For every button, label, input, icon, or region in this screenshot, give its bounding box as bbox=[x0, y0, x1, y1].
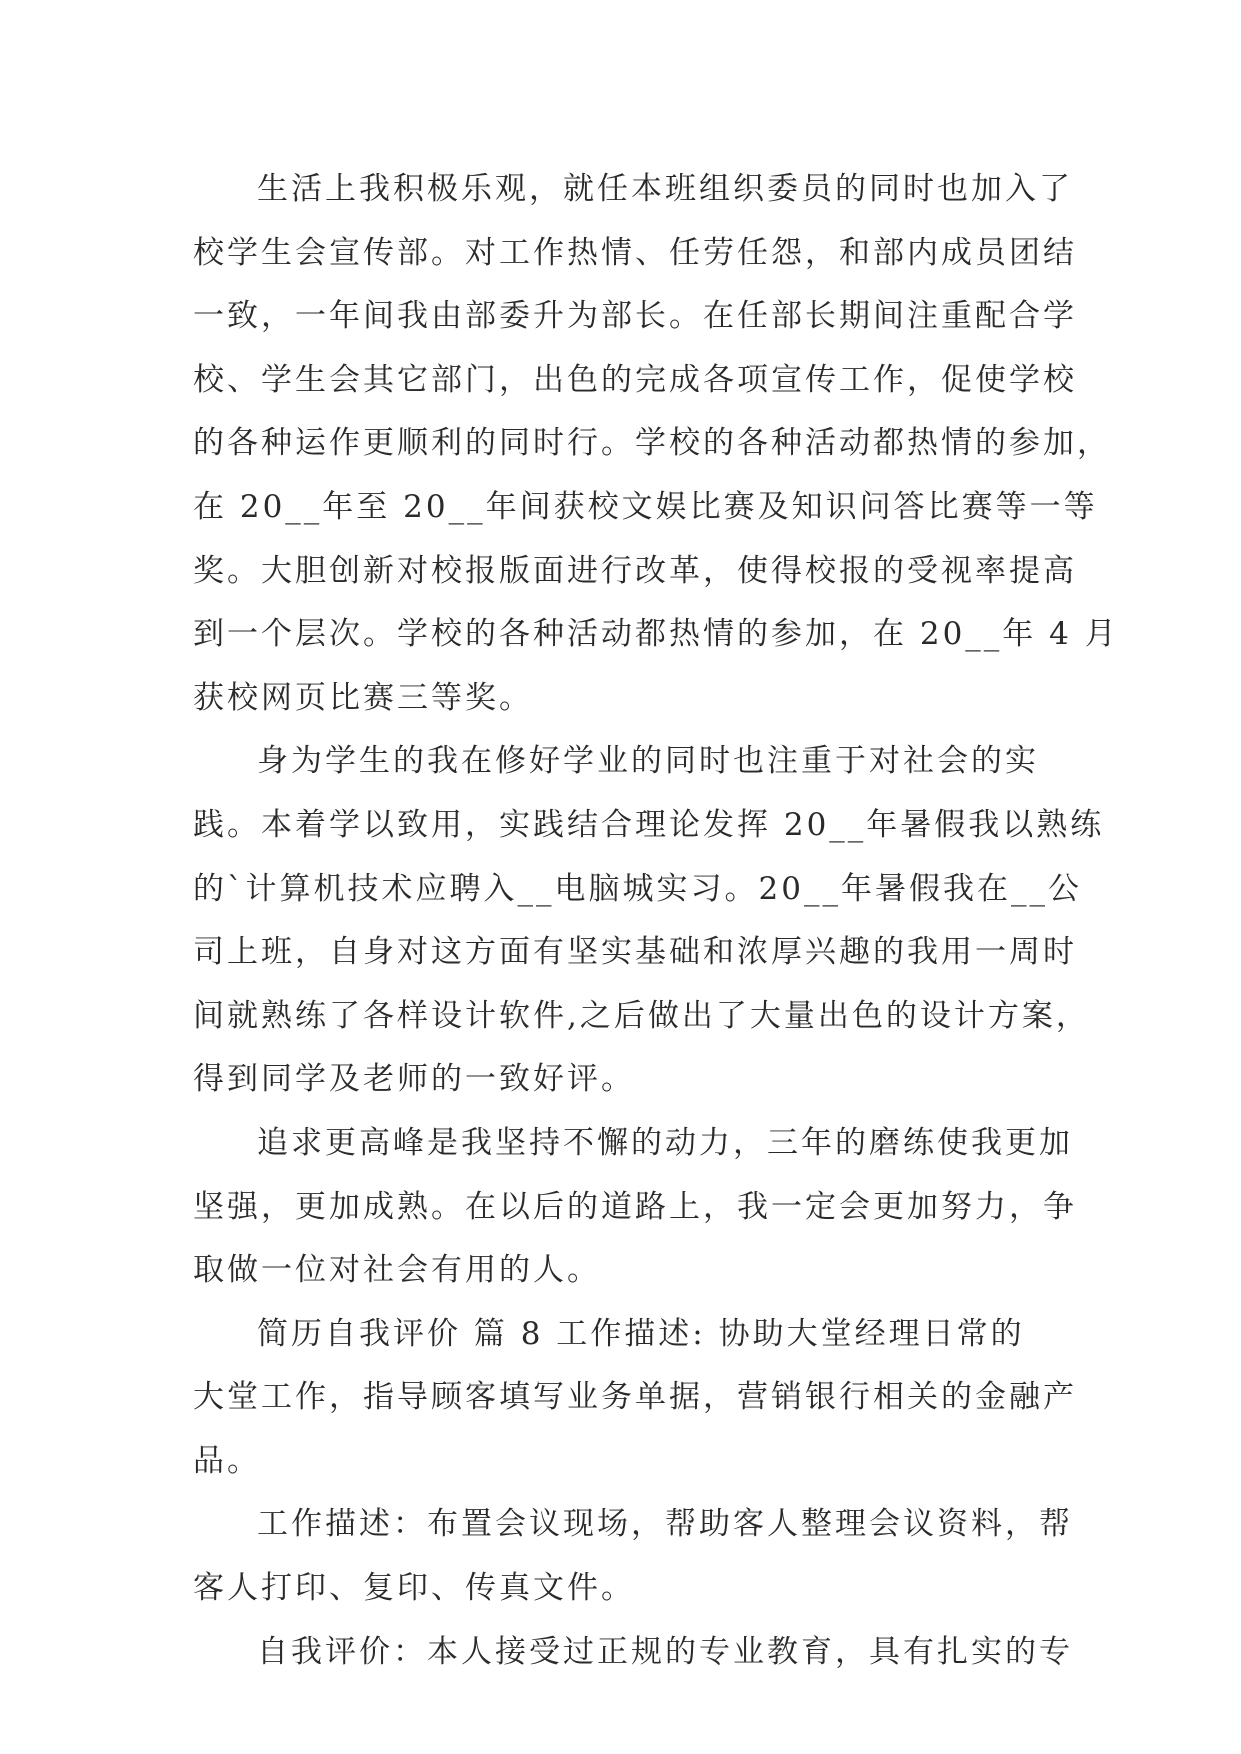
paragraph-5-line-2: 客人打印、复印、传真文件。 bbox=[193, 1570, 635, 1607]
paragraph-1-line-4: 校、学生会其它部门，出色的完成各项宣传工作，促使学校 bbox=[193, 361, 1077, 398]
paragraph-6-line-1: 自我评价：本人接受过正规的专业教育，具有扎实的专 bbox=[257, 1633, 1073, 1670]
paragraph-1-line-5: 的各种运作更顺利的同时行。学校的各种活动都热情的参加， bbox=[193, 425, 1111, 462]
paragraph-2-line-2: 践。本着学以致用，实践结合理论发挥 20__年暑假我以熟练 bbox=[193, 806, 1105, 843]
paragraph-1-line-6: 在 20__年至 20__年间获校文娱比赛及知识问答比赛等一等 bbox=[193, 488, 1098, 525]
paragraph-3-line-3: 取做一位对社会有用的人。 bbox=[193, 1252, 601, 1289]
paragraph-1-line-7: 奖。大胆创新对校报版面进行改革，使得校报的受视率提高 bbox=[193, 552, 1077, 589]
paragraph-2-line-3: 的`计算机技术应聘入__电脑城实习。20__年暑假我在__公 bbox=[193, 870, 1082, 907]
paragraph-1-line-2: 校学生会宣传部。对工作热情、任劳任怨，和部内成员团结 bbox=[193, 234, 1077, 271]
paragraph-1-line-3: 一致，一年间我由部委升为部长。在任部长期间注重配合学 bbox=[193, 298, 1077, 335]
paragraph-5-line-1: 工作描述：布置会议现场，帮助客人整理会议资料，帮 bbox=[257, 1506, 1073, 1543]
paragraph-2-line-5: 间就熟练了各样设计软件,之后做出了大量出色的设计方案， bbox=[193, 997, 1090, 1034]
paragraph-2-line-4: 司上班，自身对这方面有坚实基础和浓厚兴趣的我用一周时 bbox=[193, 934, 1077, 971]
paragraph-1-line-1: 生活上我积极乐观，就任本班组织委员的同时也加入了 bbox=[257, 171, 1073, 207]
paragraph-3-line-2: 坚强，更加成熟。在以后的道路上，我一定会更加努力，争 bbox=[193, 1188, 1077, 1225]
document-body bbox=[193, 158, 1119, 1684]
paragraph-1-line-8: 到一个层次。学校的各种活动都热情的参加，在 20__年 4 月 bbox=[193, 616, 1119, 653]
paragraph-2-line-1: 身为学生的我在修好学业的同时也注重于对社会的实 bbox=[257, 743, 1039, 780]
paragraph-4-line-2: 大堂工作，指导顾客填写业务单据，营销银行相关的金融产 bbox=[193, 1379, 1077, 1416]
paragraph-2-line-6: 得到同学及老师的一致好评。 bbox=[193, 1061, 635, 1098]
paragraph-3-line-1: 追求更高峰是我坚持不懈的动力，三年的磨练使我更加 bbox=[257, 1124, 1073, 1161]
paragraph-1-line-9: 获校网页比赛三等奖。 bbox=[193, 679, 533, 716]
paragraph-4-line-3: 品。 bbox=[193, 1442, 261, 1479]
paragraph-4-line-1: 简历自我评价 篇 8 工作描述: 协助大堂经理日常的 bbox=[257, 1315, 1025, 1352]
